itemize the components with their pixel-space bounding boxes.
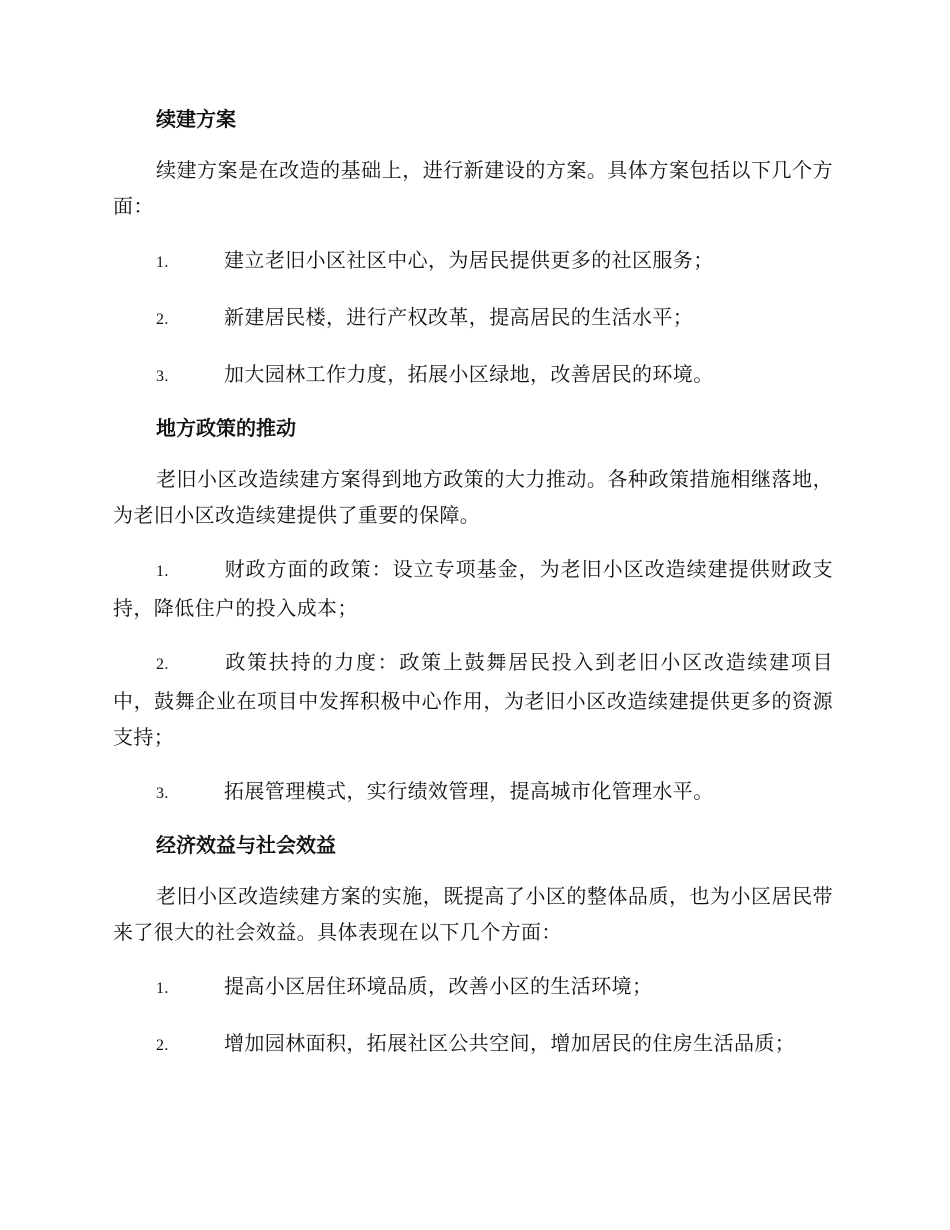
list-item-number: 1. [156, 563, 169, 580]
list-item-text: 新建居民楼，进行产权改革，提高居民的生活水平； [224, 305, 694, 329]
section-heading: 地方政策的推动 [156, 416, 296, 440]
list-item [113, 1025, 833, 1064]
section-paragraph: 老旧小区改造续建方案的实施，既提高了小区的整体品质，也为小区居民带来了很大的社会效益。具体表现在以下几个方面： [113, 884, 833, 944]
numbered-list [113, 242, 833, 395]
list-item-number: 3. [156, 368, 169, 385]
list-item-text: 加大园林工作力度，拓展小区绿地，改善居民的环境。 [224, 362, 714, 386]
section-heading: 经济效益与社会效益 [156, 833, 336, 857]
numbered-list [113, 968, 833, 1064]
section-paragraph: 续建方案是在改造的基础上，进行新建设的方案。具体方案包括以下几个方面： [113, 158, 833, 218]
list-item [113, 551, 833, 626]
list-item-text: 增加园林面积，拓展社区公共空间，增加居民的住房生活品质； [224, 1031, 796, 1055]
list-item-number: 2. [156, 1037, 169, 1054]
list-item-text: 建立老旧小区社区中心，为居民提供更多的社区服务； [224, 248, 714, 272]
list-item-number: 2. [156, 656, 169, 673]
list-item-text: 财政方面的政策：设立专项基金，为老旧小区改造续建提供财政支持，降低住户的投入成本； [113, 557, 833, 620]
list-item [113, 356, 833, 395]
section-heading: 续建方案 [156, 107, 236, 131]
list-item-number: 2. [156, 311, 169, 328]
numbered-list [113, 551, 833, 812]
list-item-text: 提高小区居住环境品质，改善小区的生活环境； [224, 974, 653, 998]
list-item [113, 644, 833, 755]
list-item [113, 242, 833, 281]
list-item-number: 1. [156, 980, 169, 997]
list-item-number: 3. [156, 785, 169, 802]
list-item-text: 拓展管理模式，实行绩效管理，提高城市化管理水平。 [224, 779, 714, 803]
section-paragraph: 老旧小区改造续建方案得到地方政策的大力推动。各种政策措施相继落地，为老旧小区改造续建提供了重要的保障。 [113, 467, 833, 527]
document-body [113, 104, 833, 1082]
list-item-text: 政策扶持的力度：政策上鼓舞居民投入到老旧小区改造续建项目中，鼓舞企业在项目中发挥积极中心作用，为老旧小区改造续建提供更多的资源支持； [113, 650, 833, 749]
list-item [113, 773, 833, 812]
list-item [113, 299, 833, 338]
list-item [113, 968, 833, 1007]
list-item-number: 1. [156, 254, 169, 271]
